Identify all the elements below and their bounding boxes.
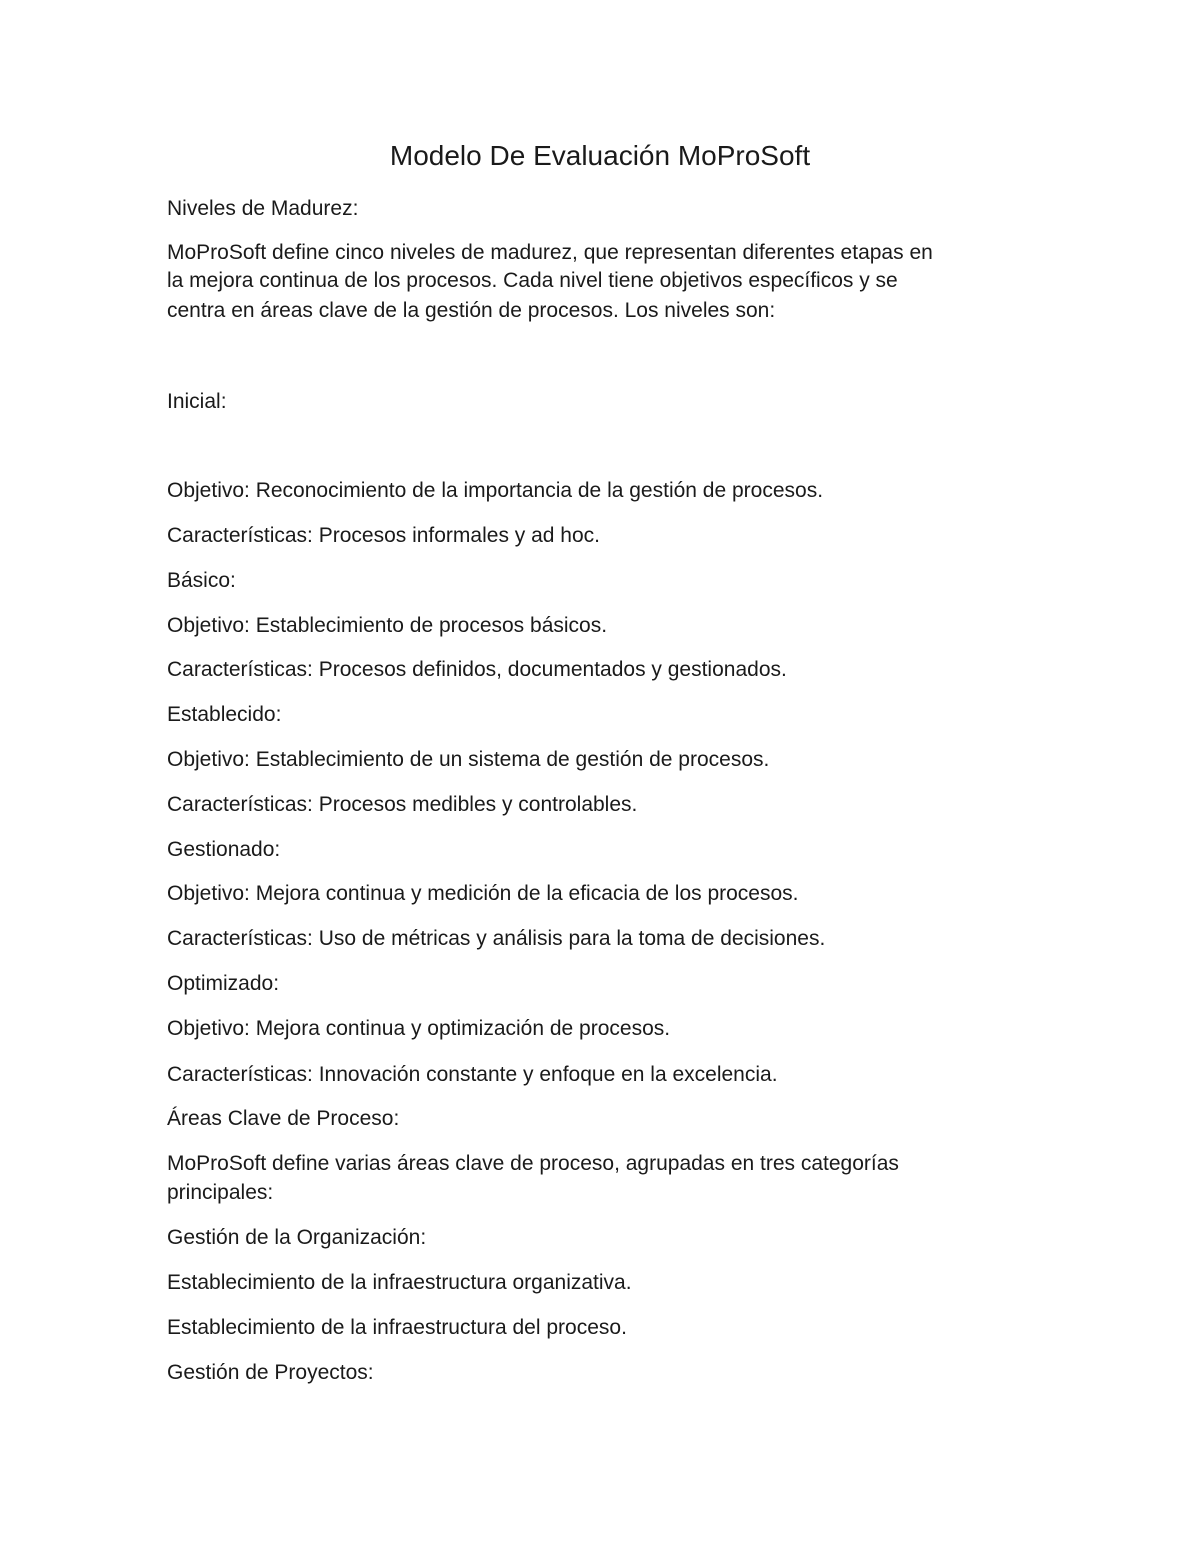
- intro-paragraph-line-3: centra en áreas clave de la gestión de procesos. Los niveles son:: [167, 299, 776, 322]
- level-objective-establecido: Objetivo: Establecimiento de un sistema de gestión de procesos.: [167, 748, 770, 771]
- level-characteristics-optimizado: Características: Innovación constante y enfoque en la excelencia.: [167, 1063, 778, 1086]
- level-characteristics-basico: Características: Procesos definidos, documentados y gestionados.: [167, 658, 787, 681]
- category-item-infraestructura-proceso: Establecimiento de la infraestructura del proceso.: [167, 1316, 627, 1339]
- areas-paragraph-line-2: principales:: [167, 1181, 274, 1204]
- level-characteristics-inicial: Características: Procesos informales y ad hoc.: [167, 524, 601, 547]
- intro-paragraph-line-1: MoProSoft define cinco niveles de madurez, que representan diferentes etapas en: [167, 241, 933, 264]
- level-objective-inicial: Objetivo: Reconocimiento de la importancia de la gestión de procesos.: [167, 479, 824, 502]
- level-characteristics-gestionado: Características: Uso de métricas y análisis para la toma de decisiones.: [167, 927, 826, 950]
- level-objective-basico: Objetivo: Establecimiento de procesos básicos.: [167, 614, 608, 637]
- level-heading-inicial: Inicial:: [167, 390, 227, 413]
- category-heading-proyectos: Gestión de Proyectos:: [167, 1361, 374, 1384]
- level-heading-optimizado: Optimizado:: [167, 972, 280, 995]
- section-heading-areas-clave: Áreas Clave de Proceso:: [167, 1107, 400, 1130]
- level-objective-gestionado: Objetivo: Mejora continua y medición de la eficacia de los procesos.: [167, 882, 799, 905]
- areas-paragraph-line-1: MoProSoft define varias áreas clave de proceso, agrupadas en tres categorías: [167, 1152, 899, 1175]
- level-characteristics-establecido: Características: Procesos medibles y controlables.: [167, 793, 638, 816]
- level-objective-optimizado: Objetivo: Mejora continua y optimización de procesos.: [167, 1017, 671, 1040]
- category-heading-organizacion: Gestión de la Organización:: [167, 1226, 427, 1249]
- level-heading-basico: Básico:: [167, 569, 236, 592]
- intro-paragraph-line-2: la mejora continua de los procesos. Cada nivel tiene objetivos específicos y se: [167, 269, 898, 292]
- category-item-infraestructura-organizativa: Establecimiento de la infraestructura organizativa.: [167, 1271, 632, 1294]
- section-heading-niveles: Niveles de Madurez:: [167, 197, 359, 220]
- level-heading-establecido: Establecido:: [167, 703, 282, 726]
- level-heading-gestionado: Gestionado:: [167, 838, 281, 861]
- document-title: Modelo De Evaluación MoProSoft: [389, 140, 811, 171]
